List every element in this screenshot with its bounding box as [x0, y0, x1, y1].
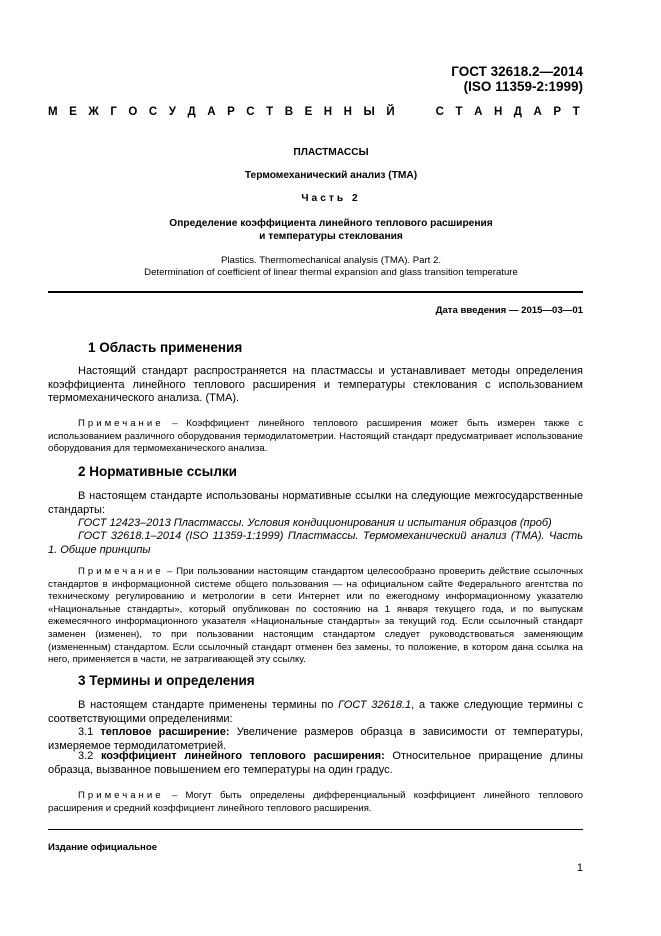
title-main: ПЛАСТМАССЫ [293, 147, 369, 158]
banner-letter: Е [69, 106, 77, 118]
term-name: коэффициент линейного теплового расширения: [100, 750, 385, 762]
banner-letter: Ы [363, 106, 375, 118]
section-2-paragraph: В настоящем стандарте использованы нормативные ссылки на следующие межгосударственные стандарты: [48, 490, 583, 516]
interstate-standard-banner [48, 106, 580, 118]
banner-letter: М [48, 106, 58, 118]
title-part-line1: Определение коэффициента линейного теплового расширения [169, 218, 493, 229]
introduction-date: Дата введения — 2015—03—01 [435, 305, 583, 316]
banner-letter: Н [343, 106, 352, 118]
title-part-line2: и температуры стеклования [259, 231, 403, 242]
section-1-note [48, 418, 583, 456]
banner-letter: А [207, 106, 216, 118]
term-definition: Относительное приращение длины образца, вызванное повышением его температуры на один градус. [48, 750, 584, 776]
banner-letter: Д [513, 106, 522, 118]
standard-code [451, 64, 583, 94]
section-3-paragraph [48, 699, 583, 726]
banner-letter [421, 106, 424, 118]
banner-letter: О [128, 106, 138, 118]
section-3-reference: ГОСТ 32618.1 [338, 699, 412, 711]
term-number: 3.2 [78, 750, 101, 762]
banner-letter: Н [323, 106, 333, 118]
note-text: – Могут быть определены дифференциальный коэффициент линейного теплового расширения и средний коэффициент линейного теплового расширения. [48, 790, 583, 814]
banner-letter: Т [266, 106, 274, 118]
banner-letter: А [474, 106, 483, 118]
title-english-line1: Plastics. Thermomechanical analysis (TMA). Part 2. [220, 255, 441, 266]
title-english-line2: Determination of coefficient of linear thermal expansion and glass transition temperature [144, 267, 518, 278]
banner-letter: С [148, 106, 158, 118]
note-label: Примечание [78, 566, 164, 577]
official-edition: Издание официальное [48, 842, 158, 853]
banner-letter: С [246, 106, 255, 118]
banner-letter: С [435, 106, 444, 118]
term-name: тепловое расширение: [100, 726, 230, 738]
banner-letter: В [284, 106, 294, 118]
section-1-paragraph: Настоящий стандарт распространяется на пластмассы и устанавливает методы определения коэффициента линейного теплового расширения и температуры стеклования с использованием термомеханического анализа. (ТМА). [48, 365, 583, 405]
standard-code-line2: (ISO 11359-2:1999) [463, 79, 583, 94]
page-number: 1 [576, 862, 583, 874]
title-sub: Термомеханический анализ (ТМА) [244, 170, 418, 181]
banner-letter [406, 106, 409, 118]
banner-letter: Й [386, 106, 395, 118]
term-3-2 [48, 750, 583, 777]
banner-letter: Р [227, 106, 235, 118]
banner-letter: Т [572, 106, 580, 118]
footer-divider [48, 829, 583, 830]
banner-letter: У [168, 106, 176, 118]
banner-letter: А [533, 106, 542, 118]
note-label: Примечание [78, 790, 164, 801]
section-3-text-a: В настоящем стандарте применены термины по [78, 699, 339, 711]
term-definition: Увеличение размеров образца в зависимости от температуры, измеряемое термодилатометрией. [48, 726, 583, 752]
banner-letter: Р [553, 106, 562, 118]
note-text: – Коэффициент линейного теплового расширения может быть измерен также с использованием различного оборудования термодилатометрии. Настоящий стандарт предусматривает использование оборудования для термомеханического анализа. [48, 418, 583, 455]
section-1-heading: 1 Область применения [88, 340, 243, 355]
section-2-note [48, 566, 583, 667]
normative-reference-1: ГОСТ 12423–2013 Пластмассы. Условия кондиционирования и испытания образцов (проб) [78, 517, 552, 529]
term-number: 3.1 [78, 726, 101, 738]
banner-letter: Т [455, 106, 463, 118]
banner-letter: Ж [88, 106, 99, 118]
section-2-heading: 2 Нормативные ссылки [78, 464, 237, 479]
standard-code-line1: ГОСТ 32618.2—2014 [451, 64, 583, 79]
banner-letter: Г [110, 106, 117, 118]
title-part: Часть 2 [301, 193, 361, 204]
section-3-text-b: , а также следующие термины с соответствующими определениями: [48, 699, 583, 725]
section-3-note [48, 790, 583, 815]
title-divider [48, 291, 583, 293]
banner-letter: Н [493, 106, 503, 118]
banner-letter: Д [187, 106, 196, 118]
note-text: – При пользовании настоящим стандартом целесообразно проверить действие ссылочных стандартов в информационной системе общего пользования — на официальном сайте Федерального агентства по техническому регулированию и метрологии в сети Интернет или по ежегодному информационному указателю «Национальные стандарты», который опубликован по состоянию на 1 января текущего года, и по выпускам ежемесячного информационного указателя «Национальные стандарты» за текущий год. Если ссылочный стандарт заменен (изменен), то при пользовании настоящим стандартом следует руководствоваться заменяющим (измененным) стандартом. Если ссылочный стандарт отменен без замены, то положение, в котором дана ссылка на него, применяется в части, не затрагивающей эту ссылку. [48, 566, 583, 666]
banner-letter: Е [304, 106, 313, 118]
normative-reference-2: ГОСТ 32618.1–2014 (ISO 11359-1:1999) Пластмассы. Термомеханический анализ (ТМА). Часть 1. Общие принципы [48, 530, 583, 556]
note-label: Примечание [78, 418, 164, 429]
section-3-heading: 3 Термины и определения [78, 673, 255, 688]
